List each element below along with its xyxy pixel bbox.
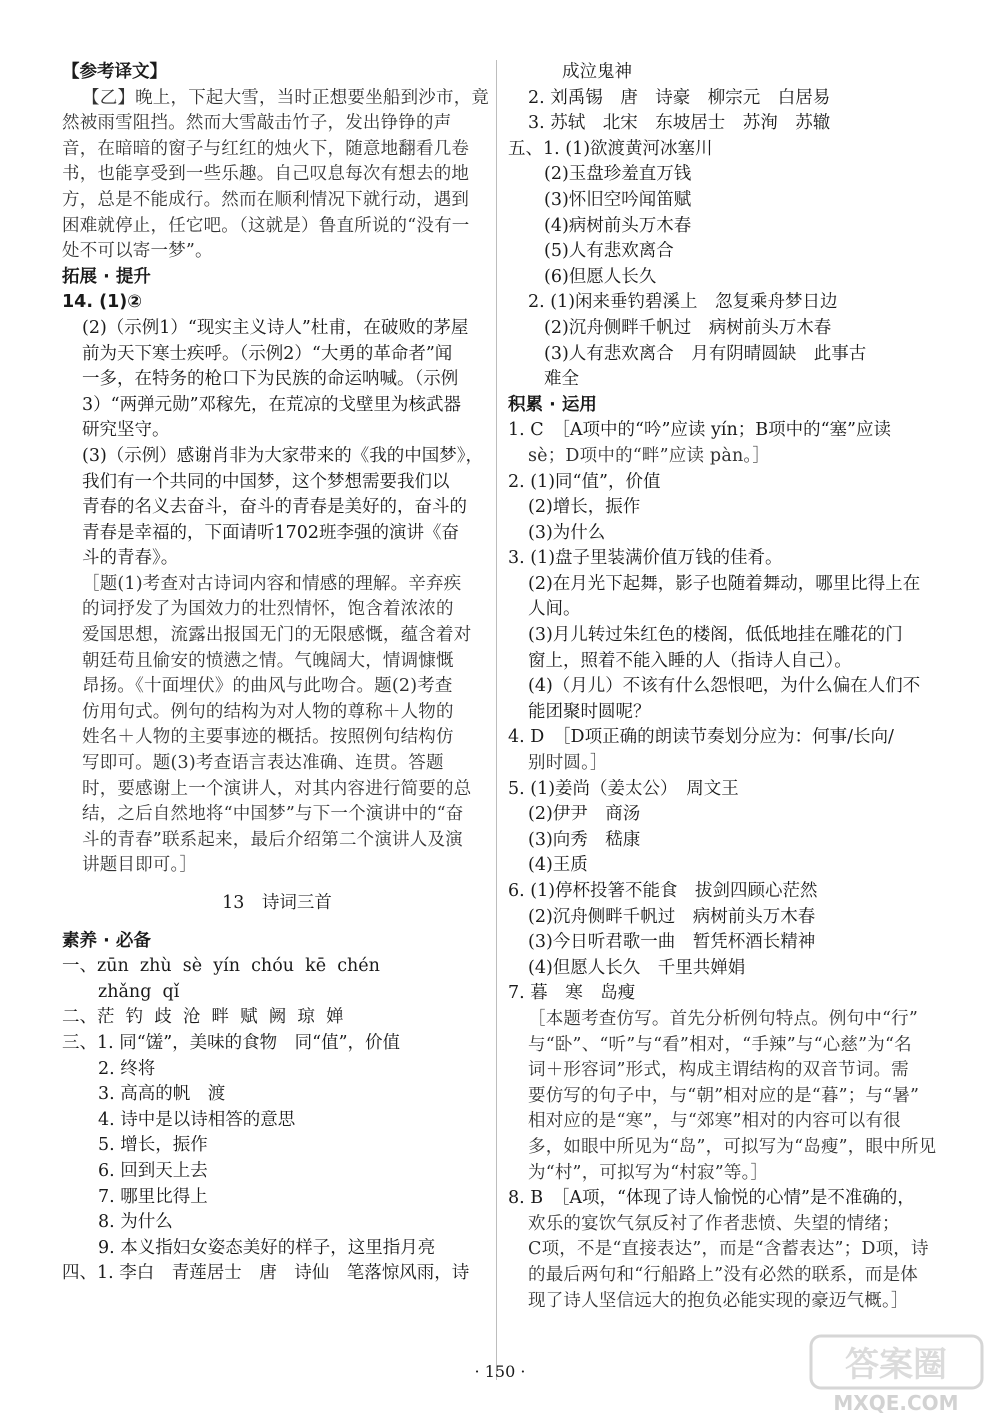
left-line: 4. 诗中是以诗相答的意思 bbox=[98, 1109, 296, 1130]
watermark-logo bbox=[809, 1332, 984, 1417]
right-line: (2)伊尹 商汤 bbox=[528, 804, 641, 825]
right-line: (3)向秀 嵇康 bbox=[528, 829, 641, 850]
left-line: (2)（示例1）“现实主义诗人”杜甫，在破败的茅屋 bbox=[82, 317, 469, 338]
right-line: 1. C ［A项中的“吟”应读 yín；B项中的“塞”应读 bbox=[508, 420, 891, 441]
left-line: 3）“两弹元勋”邓稼先，在荒凉的戈壁里为核武器 bbox=[82, 394, 462, 415]
right-line: 多，如眼中所见为“岛”，可拟写为“岛瘦”，眼中所见 bbox=[528, 1136, 937, 1157]
right-line: 2. (1)闲来垂钓碧溪上 忽复乘舟梦日边 bbox=[528, 292, 838, 313]
right-line: (6)但愿人长久 bbox=[544, 266, 657, 287]
left-line: 方，总是不能成行。然而在顺利情况下就行动，遇到 bbox=[62, 189, 470, 210]
right-line: 积累 · 运用 bbox=[508, 394, 597, 415]
column-divider bbox=[496, 60, 497, 1380]
left-line: 斗的青春》。 bbox=[82, 548, 179, 569]
right-line: 能团聚时圆呢？ bbox=[528, 701, 651, 722]
right-line: 3. (1)盘子里装满价值万钱的佳肴。 bbox=[508, 548, 783, 569]
right-column bbox=[508, 60, 938, 1314]
right-line: (4)（月儿）不该有什么怨恨吧，为什么偏在人们不 bbox=[528, 676, 921, 697]
left-line: 昂扬。《十面埋伏》的曲风与此吻合。题(2)考查 bbox=[82, 676, 453, 697]
right-line: 欢乐的宴饮气氛反衬了作者悲愤、失望的情绪； bbox=[528, 1213, 900, 1234]
left-line: 8. 为什么 bbox=[98, 1212, 173, 1233]
right-line: 要仿写的句子中，与“朝”相对应的是“暮”；与“暑” bbox=[528, 1085, 920, 1106]
right-line: (2)沉舟侧畔千帆过 病树前头万木春 bbox=[544, 317, 832, 338]
right-line: 人间。 bbox=[528, 599, 581, 620]
left-line: 5. 增长，振作 bbox=[98, 1135, 208, 1156]
right-line: 的最后两句和“行船路上”没有必然的联系，而是体 bbox=[528, 1264, 918, 1285]
left-line: 三、1. 同“馐”，美味的食物 同“值”，价值 bbox=[62, 1032, 401, 1053]
left-line: 7. 哪里比得上 bbox=[98, 1186, 208, 1207]
left-line: 2. 终将 bbox=[98, 1058, 156, 1079]
left-line: 四、1. 李白 青莲居士 唐 诗仙 笔落惊风雨，诗 bbox=[62, 1263, 470, 1284]
left-line: 写即可。题(3)考查语言表达准确、连贯。答题 bbox=[82, 753, 444, 774]
right-line: (3)人有悲欢离合 月有阴晴圆缺 此事古 bbox=[544, 343, 867, 364]
left-line: 讲题目即可。］ bbox=[82, 855, 198, 876]
right-line: 8. B ［A项，“体现了诗人愉悦的心情”是不准确的， bbox=[508, 1188, 915, 1209]
left-line: 6. 回到天上去 bbox=[98, 1160, 208, 1181]
left-line: 处不可以寄一梦”。 bbox=[62, 241, 213, 262]
page-number: · 150 · bbox=[474, 1362, 526, 1381]
left-line: 姓名＋人物的主要事迹的概括。按照例句结构仿 bbox=[82, 727, 454, 748]
left-line: 青春的名义去奋斗，奋斗的青春是美好的，奋斗的 bbox=[82, 497, 467, 518]
left-line: 的词抒发了为国效力的壮烈情怀，饱含着浓浓的 bbox=[82, 599, 454, 620]
right-line: (3)为什么 bbox=[528, 522, 606, 543]
right-line: (5)人有悲欢离合 bbox=[544, 241, 674, 262]
left-line: 爱国思想，流露出报国无门的无限感慨，蕴含着对 bbox=[82, 625, 472, 646]
right-line: 难全 bbox=[544, 369, 579, 390]
right-line: 五、1. (1)欲渡黄河冰塞川 bbox=[508, 138, 713, 159]
left-line: 困难就停止，任它吧。（这就是）鲁直所说的“没有一 bbox=[62, 215, 470, 236]
left-line: 青春是幸福的，下面请听1702班李强的演讲《奋 bbox=[82, 522, 460, 543]
watermark-url: MXQE.COM bbox=[833, 1391, 959, 1415]
right-line: (4)病树前头万木春 bbox=[544, 215, 692, 236]
right-line: 为“村”，可拟写为“村寂”等。］ bbox=[528, 1162, 769, 1183]
right-line: (2)沉舟侧畔千帆过 病树前头万木春 bbox=[528, 906, 816, 927]
right-line: 2. 刘禹锡 唐 诗豪 柳宗元 白居易 bbox=[528, 87, 831, 108]
right-line: C项，不是“直接表达”，而是“含蓄表达”；D项，诗 bbox=[528, 1239, 929, 1260]
left-line: 结，之后自然地将“中国梦”与下一个演讲中的“奋 bbox=[82, 804, 464, 825]
watermark-title: 答案圈 bbox=[845, 1345, 947, 1385]
spacer bbox=[62, 917, 492, 929]
right-line: sè；D项中的“畔”应读 pàn。］ bbox=[528, 445, 771, 466]
left-line: ［题(1)考查对古诗词内容和情感的理解。辛弃疾 bbox=[82, 573, 462, 594]
right-line: (2)在月光下起舞，影子也随着舞动，哪里比得上在 bbox=[528, 573, 921, 594]
left-line: 时，要感谢上一个演讲人，对其内容进行简要的总 bbox=[82, 778, 472, 799]
left-line: 前为天下寒士疾呼。（示例2）“大勇的革命者”闻 bbox=[82, 343, 453, 364]
left-column bbox=[62, 60, 492, 1287]
right-line: (3)怀旧空吟闻笛赋 bbox=[544, 189, 692, 210]
right-line: 成泣鬼神 bbox=[562, 62, 632, 82]
left-line: (3)（示例）感谢肖非为大家带来的《我的中国梦》， bbox=[82, 445, 484, 466]
left-line: 音，在暗暗的窗子与红红的烛火下，随意地翻看几卷 bbox=[62, 138, 470, 159]
left-line: 一多，在特务的枪口下为民族的命运呐喊。（示例 bbox=[82, 369, 459, 390]
left-line: 研究坚守。 bbox=[82, 420, 170, 441]
left-line: zhǎng qǐ bbox=[98, 981, 180, 1002]
left-line: 我们有一个共同的中国梦，这个梦想需要我们以 bbox=[82, 471, 450, 492]
left-line: 一、zūn zhù sè yín chóu kē chén bbox=[62, 956, 380, 977]
right-line: (2)玉盘珍羞直万钱 bbox=[544, 164, 692, 185]
right-line: 7. 暮 寒 岛瘦 bbox=[508, 983, 636, 1004]
left-line: 拓展 · 提升 bbox=[62, 266, 151, 287]
right-line: (3)月儿转过朱红色的楼阁，低低地挂在雕花的门 bbox=[528, 625, 903, 646]
right-line: (4)王质 bbox=[528, 855, 588, 876]
right-line: 别时圆。］ bbox=[528, 753, 608, 774]
right-line: 4. D ［D项正确的朗读节奏划分应为：何事/长向/ bbox=[508, 727, 894, 748]
right-line: 5. (1)姜尚（姜太公） 周文王 bbox=[508, 778, 739, 799]
left-line: 斗的青春”联系起来，最后介绍第二个演讲人及演 bbox=[82, 829, 463, 850]
right-line: ［本题考查仿写。首先分析例句特点。例句中“行” bbox=[528, 1008, 918, 1029]
right-line: 与“卧”、“听”与“看”相对，“手辣”与“心慈”为“名 bbox=[528, 1034, 912, 1055]
left-line: 书，也能享受到一些乐趣。自己叹息每次有想去的地 bbox=[62, 164, 470, 185]
right-line: 3. 苏轼 北宋 东坡居士 苏洵 苏辙 bbox=[528, 113, 831, 134]
left-line: 9. 本义指妇女姿态美好的样子，这里指月亮 bbox=[98, 1237, 436, 1258]
right-line: 词＋形容词”形式，构成主谓结构的双音节词。需 bbox=[528, 1060, 909, 1081]
left-line: 14. (1)② bbox=[62, 292, 143, 313]
right-line: (2)增长，振作 bbox=[528, 497, 641, 518]
left-line: 朝廷苟且偷安的愤懑之情。气魄阔大，情调慷慨 bbox=[82, 650, 454, 671]
left-line: 仿用句式。例句的结构为对人物的尊称＋人物的 bbox=[82, 701, 454, 722]
spacer bbox=[62, 879, 492, 891]
right-line: 6. (1)停杯投箸不能食 拔剑四顾心茫然 bbox=[508, 881, 818, 901]
right-line: (4)但愿人长久 千里共婵娟 bbox=[528, 957, 746, 978]
right-line: 窗上，照着不能入睡的人（指诗人自己）。 bbox=[528, 650, 852, 671]
left-line: 【乙】晚上，下起大雪，当时正想要坐船到沙市，竟 bbox=[82, 87, 490, 108]
left-line: 3. 高高的帆 渡 bbox=[98, 1084, 226, 1105]
left-line: 素养 · 必备 bbox=[62, 930, 151, 951]
right-line: 相对应的是“寒”，与“郊寒”相对的内容可以有很 bbox=[528, 1111, 901, 1132]
right-line: 现了诗人坚信远大的抱负必能实现的豪迈气概。］ bbox=[528, 1290, 909, 1311]
right-line: 2. (1)同“值”，价值 bbox=[508, 471, 661, 492]
left-line: 13 诗词三首 bbox=[222, 893, 332, 913]
left-line: 然被雨雪阻挡。然而大雪敲击竹子，发出铮铮的声 bbox=[62, 113, 452, 134]
left-line: 【参考译文】 bbox=[62, 62, 167, 82]
left-line: 二、茫 钓 歧 沧 畔 赋 阙 琼 婵 bbox=[62, 1007, 344, 1028]
right-line: (3)今日听君歌一曲 暂凭杯酒长精神 bbox=[528, 932, 816, 953]
